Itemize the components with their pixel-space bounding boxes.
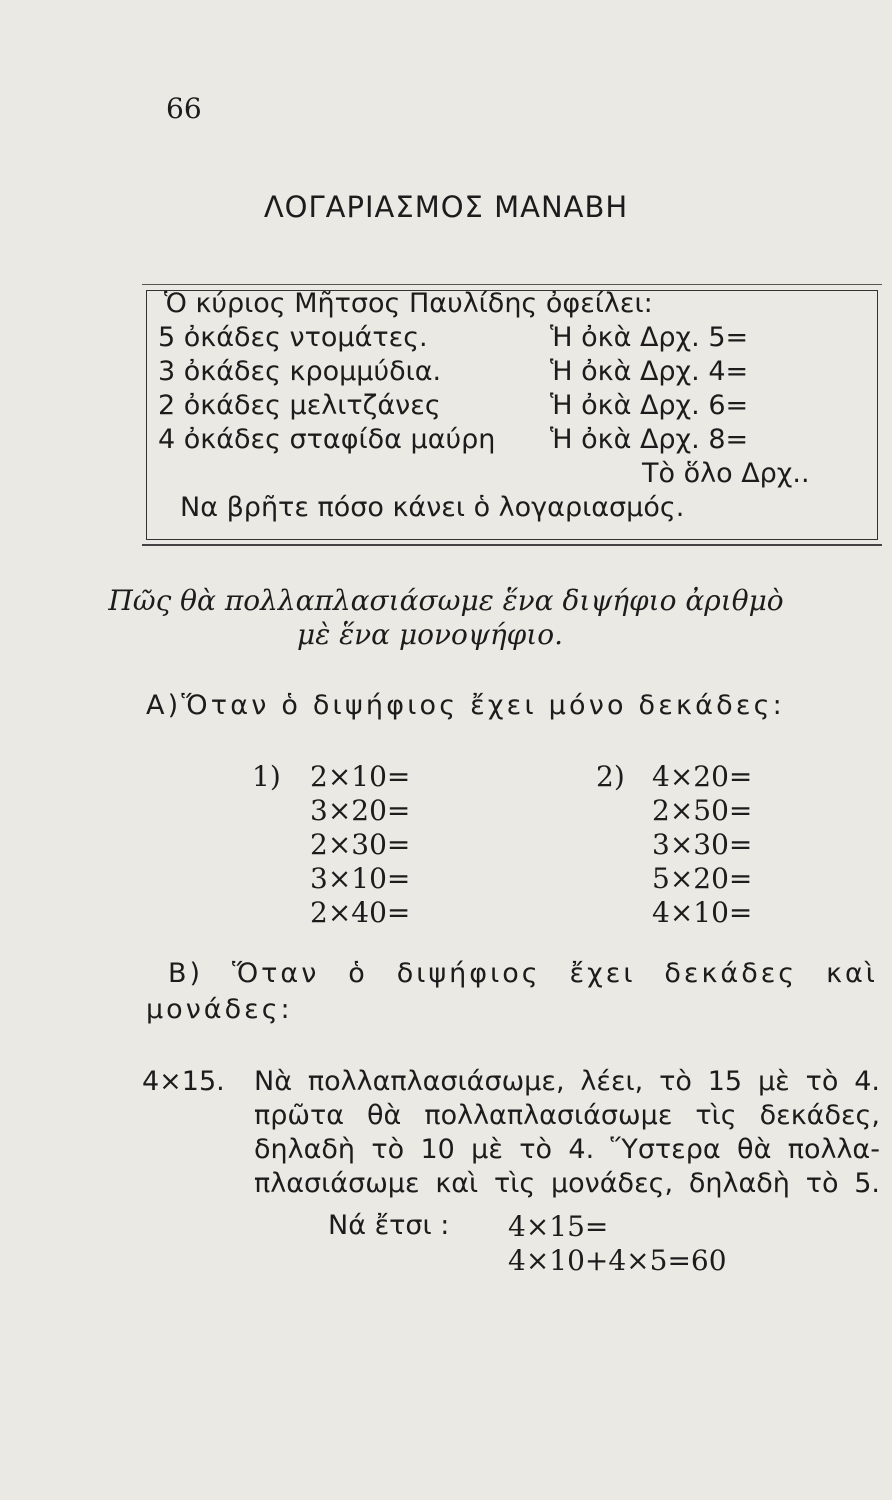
exercise: 4×20=: [652, 760, 753, 793]
bill-price: Ἡ ὀκὰ Δρχ. 6=: [550, 390, 749, 421]
group-2-label: 2): [596, 760, 625, 793]
bill-price: Ἡ ὀκὰ Δρχ. 4=: [550, 356, 749, 387]
word: πλασιάσωμε: [254, 1168, 420, 1199]
word: μὲ: [757, 1066, 790, 1097]
case-a-heading: Α)Ὅταν ὁ διψήφιος ἔχει μόνο δεκάδες:: [146, 690, 785, 721]
word: πρῶτα: [254, 1100, 345, 1131]
page-number: 66: [166, 92, 202, 125]
section-title-line1: Πῶς θὰ πολλαπλασιάσωμε ἕνα διψήφιο ἀριθμὸ: [108, 584, 784, 617]
exercise: 2×10=: [310, 760, 411, 793]
exercise: 2×30=: [310, 828, 411, 861]
bill-item: 4 ὀκάδες σταφίδα μαύρη: [158, 424, 496, 455]
word: τὸ: [805, 1066, 839, 1097]
word: λέει,: [580, 1066, 644, 1097]
exercise: 3×20=: [310, 794, 411, 827]
exercise: 3×30=: [652, 828, 753, 861]
bill-intro: Ὁ κύριος Μῆτσος Παυλίδης ὀφείλει:: [164, 288, 653, 319]
group-1-label: 1): [252, 760, 281, 793]
bill-price: Ἡ ὀκὰ Δρχ. 8=: [550, 424, 749, 455]
word: διψήφιος: [396, 958, 541, 989]
example-label: 4×15.: [142, 1066, 225, 1097]
word: δεκάδες: [664, 958, 798, 989]
exercise: 2×50=: [652, 794, 753, 827]
explanation-line: [254, 1168, 880, 1199]
bill-item: 5 ὀκάδες ντομάτες.: [158, 322, 428, 353]
word: τὸ: [805, 1168, 839, 1199]
word: 15: [707, 1066, 743, 1097]
word: δηλαδὴ: [254, 1134, 356, 1165]
section-title-line2: μὲ ἕνα μονοψήφιο.: [297, 618, 563, 651]
word: δηλαδὴ: [688, 1168, 790, 1199]
exercise: 2×40=: [310, 896, 411, 929]
case-b-heading: [168, 958, 878, 989]
bill-price: Ἡ ὀκὰ Δρχ. 5=: [550, 322, 749, 353]
word: καὶ: [435, 1168, 479, 1199]
bill-question: Να βρῆτε πόσο κάνει ὁ λογαριασμός.: [180, 492, 685, 523]
word: 4.: [568, 1134, 595, 1165]
word: τὸ: [659, 1066, 692, 1097]
word: θὰ: [367, 1100, 402, 1131]
word: πολλαπλασιάσωμε,: [307, 1066, 565, 1097]
word: Νὰ: [254, 1066, 292, 1097]
explanation-line: [254, 1134, 880, 1165]
word: πολλα-: [787, 1134, 880, 1165]
page-heading: ΛΟΓΑΡΙΑΣΜΟΣ ΜΑΝΑΒΗ: [263, 190, 629, 224]
bill-item: 3 ὀκάδες κρομμύδια.: [158, 356, 442, 387]
word: τὸ: [371, 1134, 405, 1165]
word: τὶς: [493, 1168, 536, 1199]
explanation-line: [254, 1066, 880, 1097]
final-label: Νά ἔτσι :: [328, 1210, 450, 1241]
word: καὶ: [826, 958, 878, 989]
case-b-heading-cont: μονάδες:: [146, 994, 293, 1025]
word: μονάδες,: [550, 1168, 674, 1199]
word: 5.: [854, 1168, 880, 1199]
bill-total-label: Τὸ ὅλο Δρχ..: [642, 458, 810, 489]
word: θὰ: [737, 1134, 772, 1165]
word: Β): [168, 958, 204, 989]
exercise: 3×10=: [310, 862, 411, 895]
word: Ὅταν: [231, 958, 320, 989]
word: Ὕστερα: [610, 1134, 721, 1165]
word: μὲ: [471, 1134, 503, 1165]
final-exercise: 4×15=: [508, 1210, 609, 1243]
final-result: 4×10+4×5=60: [508, 1244, 727, 1277]
exercise: 4×10=: [652, 896, 753, 929]
word: δεκάδες,: [759, 1100, 880, 1131]
word: πολλαπλασιάσωμε: [424, 1100, 673, 1131]
word: τὶς: [695, 1100, 737, 1131]
word: τὸ: [519, 1134, 553, 1165]
word: ἔχει: [569, 958, 636, 989]
explanation-line: [254, 1100, 880, 1131]
bill-item: 2 ὀκάδες μελιτζάνες: [158, 390, 441, 421]
word: 4.: [854, 1066, 880, 1097]
exercise: 5×20=: [652, 862, 753, 895]
word: 10: [420, 1134, 455, 1165]
word: ὁ: [348, 958, 368, 989]
